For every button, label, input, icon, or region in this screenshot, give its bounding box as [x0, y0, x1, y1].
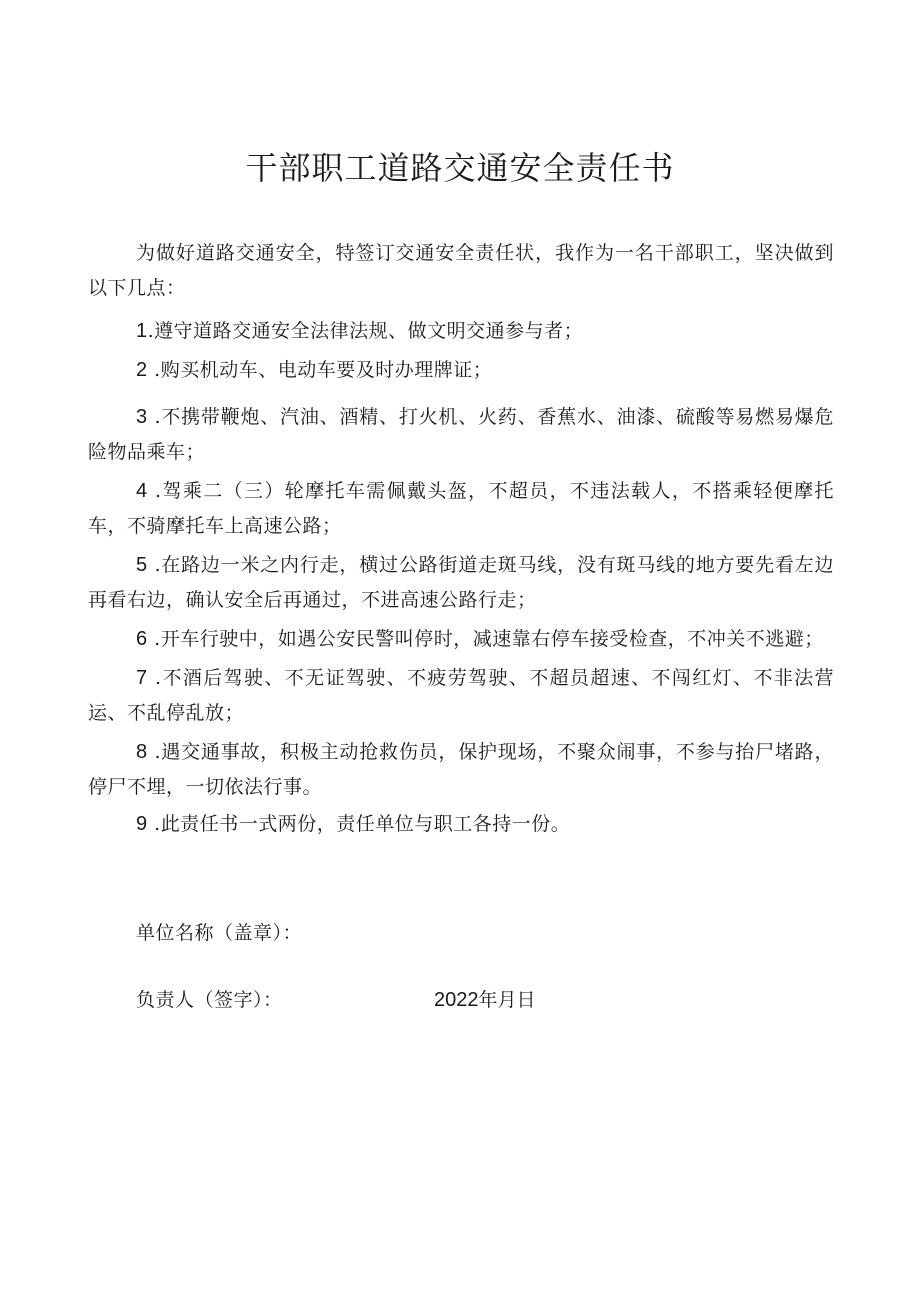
item-number: 1 — [136, 320, 148, 342]
item-number: 5 — [136, 554, 148, 576]
item-separator: . — [147, 320, 155, 342]
item-separator: . — [147, 628, 161, 650]
list-item-3 — [88, 400, 834, 470]
item-text: 遵守道路交通安全法律法规、做文明交通参与者； — [154, 320, 584, 342]
list-item-6 — [88, 622, 834, 657]
item-separator: . — [147, 813, 161, 835]
list-item-2 — [88, 353, 834, 388]
item-separator: . — [147, 554, 161, 576]
item-separator: . — [147, 480, 162, 502]
document-body — [88, 236, 834, 842]
list-item-9 — [88, 807, 834, 842]
list-item-5 — [88, 548, 834, 618]
item-text: 在路边一米之内行走，横过公路街道走斑马线，没有斑马线的地方要先看左边再看右边，确认安全后再通过，不进高速公路行走； — [88, 554, 834, 611]
list-item-4 — [88, 474, 834, 544]
item-text: 遇交通事故，积极主动抢救伤员，保护现场，不聚众闹事，不参与抬尸堵路，停尸不埋，一切依法行事。 — [88, 741, 834, 798]
unit-name-label: 单位名称（盖章）： — [136, 922, 303, 944]
item-number: 8 — [136, 741, 148, 763]
item-separator: . — [147, 741, 161, 763]
responsible-person-label: 负责人（签字）： — [136, 989, 283, 1011]
item-text: 驾乘二（三）轮摩托车需佩戴头盔，不超员，不违法载人，不搭乘轻便摩托车，不骑摩托车上高速公路； — [88, 480, 834, 537]
item-number: 6 — [136, 628, 148, 650]
item-text: 不酒后驾驶、不无证驾驶、不疲劳驾驶、不超员超速、不闯红灯、不非法营运、不乱停乱放； — [88, 667, 834, 724]
item-text: 此责任书一式两份，责任单位与职工各持一份。 — [160, 813, 571, 835]
item-text: 开车行驶中，如遇公安民警叫停时，减速靠右停车接受检查，不冲关不逃避； — [160, 628, 824, 650]
intro-paragraph: 为做好道路交通安全，特签订交通安全责任状，我作为一名干部职工，坚决做到以下几点： — [88, 242, 834, 299]
item-text: 不携带鞭炮、汽油、酒精、打火机、火药、香蕉水、油漆、硫酸等易燃易爆危险物品乘车； — [88, 406, 834, 463]
item-separator: . — [147, 406, 161, 428]
list-item-7 — [88, 661, 834, 731]
item-number: 2 — [136, 359, 148, 381]
item-separator: . — [147, 667, 162, 689]
signature-date — [434, 985, 536, 1012]
list-item-1 — [88, 314, 834, 349]
item-text: 购买机动车、电动车要及时办理牌证； — [160, 359, 493, 381]
item-number: 7 — [136, 667, 148, 689]
item-number: 4 — [136, 480, 148, 502]
date-suffix: 年月日 — [478, 989, 536, 1011]
document-title: 干部职工道路交通安全责任书 — [245, 149, 675, 187]
item-separator: . — [147, 359, 161, 381]
item-number: 3 — [136, 406, 148, 428]
date-year: 2022 — [434, 989, 479, 1011]
item-number: 9 — [136, 813, 148, 835]
list-item-8 — [88, 735, 834, 805]
